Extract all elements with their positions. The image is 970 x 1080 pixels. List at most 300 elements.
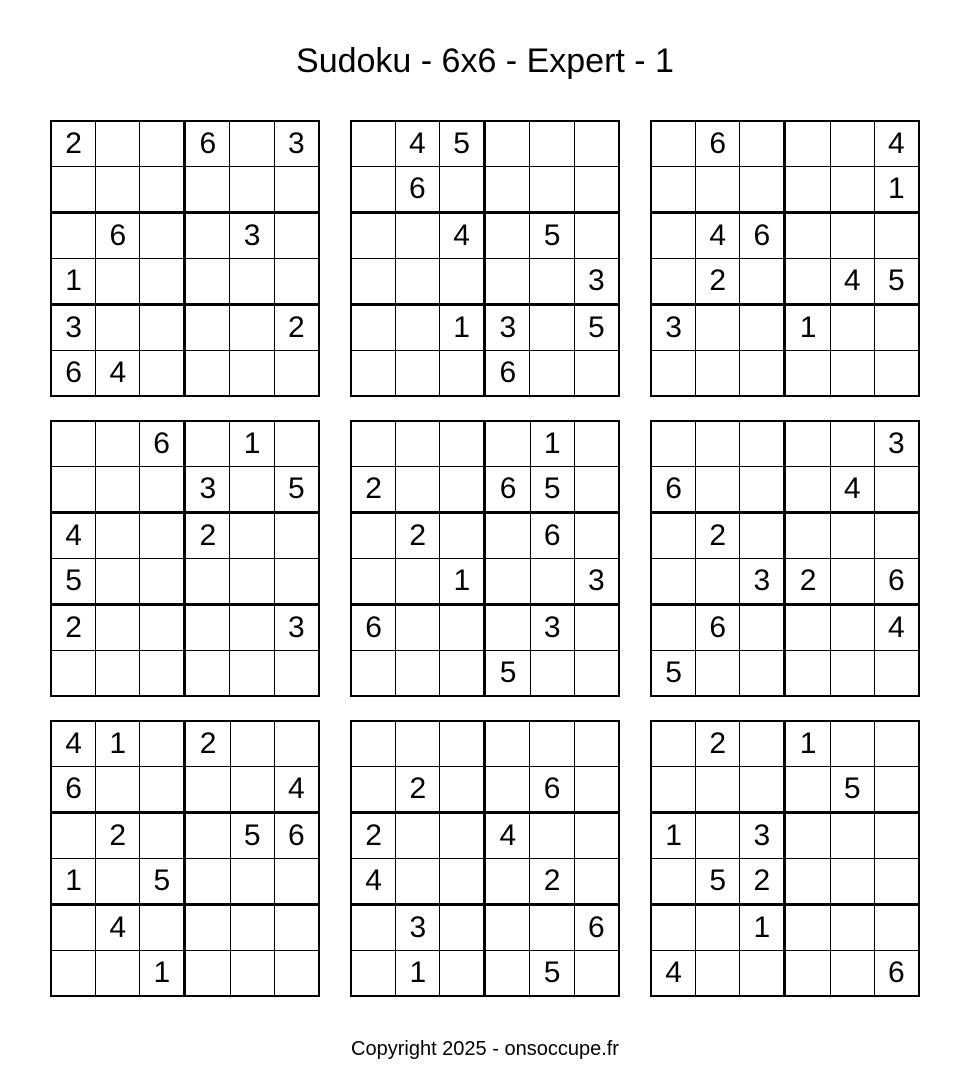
- sudoku-cell-empty: [185, 559, 230, 605]
- sudoku-row: [351, 421, 619, 467]
- sudoku-cell-empty: [574, 121, 619, 167]
- sudoku-cell-empty: [830, 121, 874, 167]
- sudoku-cell-empty: [874, 813, 919, 859]
- sudoku-cell-empty: [185, 167, 230, 213]
- sudoku-cell-empty: [274, 351, 319, 397]
- sudoku-cell-given: 6: [274, 813, 319, 859]
- sudoku-cell-empty: [140, 559, 185, 605]
- sudoku-cell-empty: [396, 605, 440, 651]
- sudoku-cell-empty: [274, 213, 319, 259]
- sudoku-cell-empty: [185, 305, 230, 351]
- sudoku-cell-empty: [51, 813, 96, 859]
- sudoku-cell-empty: [696, 905, 740, 951]
- sudoku-cell-empty: [51, 905, 96, 951]
- sudoku-row: [351, 213, 619, 259]
- sudoku-cell-empty: [440, 951, 485, 997]
- sudoku-cell-empty: [140, 121, 185, 167]
- sudoku-cell-empty: [274, 721, 319, 767]
- sudoku-cell-given: 6: [530, 767, 574, 813]
- sudoku-row: [351, 859, 619, 905]
- sudoku-cell-empty: [740, 767, 785, 813]
- puzzle-4-table: [50, 420, 320, 697]
- sudoku-cell-empty: [740, 467, 785, 513]
- sudoku-cell-given: 1: [785, 305, 830, 351]
- sudoku-cell-given: 3: [574, 259, 619, 305]
- sudoku-cell-empty: [830, 305, 874, 351]
- puzzle-3-table: [650, 120, 920, 397]
- sudoku-cell-empty: [185, 651, 230, 697]
- sudoku-cell-given: 2: [696, 721, 740, 767]
- sudoku-row: [651, 259, 919, 305]
- sudoku-cell-given: 6: [140, 421, 185, 467]
- sudoku-cell-given: 1: [874, 167, 919, 213]
- puzzle-8-table: [350, 720, 620, 997]
- sudoku-cell-empty: [274, 905, 319, 951]
- sudoku-cell-empty: [574, 767, 619, 813]
- puzzle-grid-1: [50, 120, 320, 390]
- sudoku-cell-given: 2: [696, 513, 740, 559]
- sudoku-cell-empty: [696, 167, 740, 213]
- sudoku-cell-empty: [440, 467, 485, 513]
- sudoku-cell-empty: [274, 651, 319, 697]
- sudoku-cell-empty: [351, 651, 396, 697]
- sudoku-row: [351, 167, 619, 213]
- sudoku-cell-given: 6: [874, 951, 919, 997]
- sudoku-cell-empty: [651, 259, 696, 305]
- sudoku-cell-empty: [185, 605, 230, 651]
- sudoku-cell-empty: [530, 651, 574, 697]
- sudoku-cell-empty: [96, 605, 140, 651]
- sudoku-cell-given: 5: [651, 651, 696, 697]
- page-title: Sudoku - 6x6 - Expert - 1: [296, 42, 674, 80]
- sudoku-cell-empty: [96, 421, 140, 467]
- sudoku-row: [51, 213, 319, 259]
- sudoku-cell-given: 2: [51, 121, 96, 167]
- sudoku-cell-empty: [351, 121, 395, 167]
- sudoku-cell-empty: [485, 951, 530, 997]
- sudoku-cell-given: 5: [230, 813, 274, 859]
- sudoku-cell-given: 2: [351, 813, 396, 859]
- sudoku-cell-empty: [485, 167, 530, 213]
- sudoku-cell-given: 4: [96, 905, 140, 951]
- sudoku-row: [651, 767, 919, 813]
- sudoku-row: [51, 421, 319, 467]
- puzzle-grid-3: [650, 120, 920, 390]
- sudoku-cell-empty: [485, 859, 530, 905]
- sudoku-cell-empty: [830, 951, 874, 997]
- sudoku-cell-given: 3: [274, 605, 319, 651]
- sudoku-cell-empty: [140, 305, 185, 351]
- sudoku-cell-empty: [185, 859, 230, 905]
- sudoku-cell-given: 1: [740, 905, 785, 951]
- sudoku-row: [651, 167, 919, 213]
- sudoku-cell-empty: [230, 121, 274, 167]
- sudoku-cell-empty: [696, 951, 740, 997]
- sudoku-cell-empty: [274, 559, 319, 605]
- sudoku-cell-empty: [830, 421, 874, 467]
- sudoku-cell-empty: [485, 559, 530, 605]
- sudoku-cell-empty: [274, 513, 319, 559]
- sudoku-cell-given: 5: [530, 467, 574, 513]
- sudoku-row: [51, 121, 319, 167]
- sudoku-cell-given: 6: [696, 605, 740, 651]
- sudoku-cell-empty: [830, 859, 874, 905]
- sudoku-cell-given: 2: [785, 559, 830, 605]
- sudoku-cell-empty: [395, 213, 439, 259]
- sudoku-cell-empty: [351, 559, 396, 605]
- sudoku-row: [51, 351, 319, 397]
- sudoku-cell-empty: [651, 859, 696, 905]
- sudoku-cell-empty: [696, 559, 740, 605]
- sudoku-cell-empty: [185, 213, 230, 259]
- sudoku-cell-given: 2: [740, 859, 785, 905]
- sudoku-cell-given: 1: [651, 813, 696, 859]
- sudoku-row: [651, 213, 919, 259]
- sudoku-cell-given: 1: [396, 951, 440, 997]
- sudoku-cell-empty: [395, 305, 439, 351]
- sudoku-cell-empty: [140, 213, 185, 259]
- sudoku-cell-empty: [395, 259, 439, 305]
- puzzle-grid-7: [50, 720, 320, 990]
- sudoku-cell-given: 5: [574, 305, 619, 351]
- sudoku-row: [51, 559, 319, 605]
- sudoku-row: [651, 859, 919, 905]
- sudoku-cell-empty: [230, 467, 274, 513]
- puzzle-grid-2: [350, 120, 620, 390]
- sudoku-cell-empty: [874, 467, 919, 513]
- sudoku-cell-empty: [874, 305, 919, 351]
- sudoku-cell-given: 1: [530, 421, 574, 467]
- sudoku-cell-empty: [96, 767, 140, 813]
- sudoku-cell-given: 6: [574, 905, 619, 951]
- sudoku-cell-empty: [651, 421, 696, 467]
- sudoku-cell-empty: [440, 859, 485, 905]
- sudoku-cell-given: 6: [696, 121, 740, 167]
- sudoku-cell-empty: [230, 259, 274, 305]
- sudoku-cell-given: 4: [696, 213, 740, 259]
- sudoku-cell-given: 6: [51, 351, 96, 397]
- sudoku-cell-given: 2: [396, 513, 440, 559]
- sudoku-row: [651, 421, 919, 467]
- sudoku-cell-empty: [785, 259, 830, 305]
- sudoku-cell-given: 6: [351, 605, 396, 651]
- sudoku-cell-empty: [96, 167, 140, 213]
- sudoku-cell-empty: [140, 351, 185, 397]
- sudoku-cell-empty: [96, 467, 140, 513]
- sudoku-cell-empty: [874, 905, 919, 951]
- sudoku-cell-empty: [574, 859, 619, 905]
- sudoku-cell-empty: [651, 559, 696, 605]
- sudoku-cell-empty: [230, 305, 274, 351]
- sudoku-cell-empty: [274, 421, 319, 467]
- puzzle-6-table: [650, 420, 920, 697]
- sudoku-cell-empty: [440, 905, 485, 951]
- sudoku-cell-given: 1: [140, 951, 185, 997]
- sudoku-cell-given: 2: [185, 721, 230, 767]
- sudoku-cell-empty: [485, 513, 530, 559]
- sudoku-cell-given: 5: [530, 213, 574, 259]
- sudoku-row: [651, 951, 919, 997]
- sudoku-cell-empty: [140, 767, 185, 813]
- sudoku-cell-given: 4: [51, 721, 96, 767]
- sudoku-cell-given: 2: [696, 259, 740, 305]
- sudoku-cell-empty: [740, 121, 785, 167]
- sudoku-cell-given: 1: [230, 421, 274, 467]
- sudoku-cell-empty: [140, 905, 185, 951]
- sudoku-cell-given: 4: [96, 351, 140, 397]
- sudoku-row: [351, 559, 619, 605]
- sudoku-cell-empty: [185, 259, 230, 305]
- sudoku-cell-empty: [96, 121, 140, 167]
- sudoku-cell-empty: [830, 651, 874, 697]
- sudoku-cell-given: 5: [485, 651, 530, 697]
- sudoku-cell-empty: [96, 559, 140, 605]
- sudoku-cell-empty: [351, 421, 396, 467]
- sudoku-cell-empty: [396, 559, 440, 605]
- sudoku-cell-given: 5: [440, 121, 485, 167]
- sudoku-cell-empty: [51, 167, 96, 213]
- sudoku-cell-given: 2: [396, 767, 440, 813]
- sudoku-cell-empty: [785, 167, 830, 213]
- sudoku-cell-given: 6: [96, 213, 140, 259]
- sudoku-cell-empty: [440, 651, 485, 697]
- sudoku-cell-empty: [485, 213, 530, 259]
- sudoku-cell-empty: [230, 351, 274, 397]
- sudoku-cell-given: 4: [274, 767, 319, 813]
- sudoku-cell-empty: [51, 951, 96, 997]
- sudoku-cell-empty: [785, 859, 830, 905]
- sudoku-cell-empty: [440, 767, 485, 813]
- sudoku-cell-empty: [785, 951, 830, 997]
- sudoku-cell-given: 3: [51, 305, 96, 351]
- sudoku-cell-given: 4: [351, 859, 396, 905]
- sudoku-cell-empty: [651, 905, 696, 951]
- sudoku-cell-given: 3: [574, 559, 619, 605]
- sudoku-cell-empty: [740, 651, 785, 697]
- sudoku-cell-given: 1: [440, 559, 485, 605]
- sudoku-cell-empty: [830, 351, 874, 397]
- sudoku-cell-empty: [740, 351, 785, 397]
- sudoku-cell-given: 6: [874, 559, 919, 605]
- sudoku-cell-empty: [785, 767, 830, 813]
- sudoku-row: [351, 351, 619, 397]
- sudoku-cell-given: 6: [530, 513, 574, 559]
- sudoku-cell-given: 6: [740, 213, 785, 259]
- sudoku-cell-given: 3: [740, 559, 785, 605]
- sudoku-cell-empty: [785, 813, 830, 859]
- sudoku-cell-empty: [874, 351, 919, 397]
- sudoku-cell-empty: [785, 351, 830, 397]
- sudoku-cell-empty: [351, 513, 396, 559]
- sudoku-cell-given: 2: [530, 859, 574, 905]
- sudoku-cell-given: 4: [830, 467, 874, 513]
- sudoku-row: [651, 651, 919, 697]
- sudoku-cell-empty: [651, 721, 696, 767]
- sudoku-cell-given: 3: [230, 213, 274, 259]
- sudoku-cell-given: 3: [396, 905, 440, 951]
- sudoku-cell-empty: [230, 651, 274, 697]
- puzzle-9-table: [650, 720, 920, 997]
- sudoku-row: [51, 651, 319, 697]
- sudoku-cell-empty: [96, 305, 140, 351]
- sudoku-cell-empty: [785, 467, 830, 513]
- sudoku-cell-empty: [230, 859, 274, 905]
- sudoku-cell-empty: [830, 605, 874, 651]
- sudoku-cell-empty: [651, 351, 696, 397]
- sudoku-cell-empty: [785, 651, 830, 697]
- sudoku-cell-empty: [230, 513, 274, 559]
- sudoku-cell-given: 5: [51, 559, 96, 605]
- sudoku-cell-empty: [274, 259, 319, 305]
- sudoku-cell-empty: [440, 813, 485, 859]
- sudoku-cell-empty: [874, 767, 919, 813]
- sudoku-cell-empty: [485, 721, 530, 767]
- sudoku-row: [51, 859, 319, 905]
- sudoku-cell-empty: [396, 721, 440, 767]
- sudoku-cell-empty: [230, 905, 274, 951]
- sudoku-cell-empty: [530, 905, 574, 951]
- sudoku-cell-empty: [351, 351, 395, 397]
- sudoku-cell-empty: [440, 167, 485, 213]
- sudoku-cell-empty: [185, 351, 230, 397]
- sudoku-cell-empty: [740, 259, 785, 305]
- sudoku-cell-empty: [574, 951, 619, 997]
- sudoku-cell-empty: [485, 121, 530, 167]
- sudoku-row: [351, 951, 619, 997]
- sudoku-cell-given: 4: [874, 605, 919, 651]
- sudoku-cell-given: 1: [440, 305, 485, 351]
- sudoku-cell-given: 2: [96, 813, 140, 859]
- sudoku-cell-empty: [351, 213, 395, 259]
- sudoku-cell-given: 4: [51, 513, 96, 559]
- sudoku-cell-empty: [396, 467, 440, 513]
- sudoku-cell-empty: [485, 259, 530, 305]
- sudoku-cell-empty: [830, 213, 874, 259]
- sudoku-row: [351, 513, 619, 559]
- puzzle-5-table: [350, 420, 620, 697]
- puzzle-grid-8: [350, 720, 620, 990]
- sudoku-cell-empty: [140, 813, 185, 859]
- sudoku-cell-given: 3: [651, 305, 696, 351]
- puzzle-grid-6: [650, 420, 920, 690]
- sudoku-cell-empty: [140, 167, 185, 213]
- sudoku-cell-given: 5: [274, 467, 319, 513]
- puzzle-grid-9: [650, 720, 920, 990]
- sudoku-row: [51, 167, 319, 213]
- sudoku-cell-empty: [96, 513, 140, 559]
- puzzle-2-table: [350, 120, 620, 397]
- sudoku-cell-empty: [785, 513, 830, 559]
- sudoku-cell-given: 3: [874, 421, 919, 467]
- sudoku-cell-given: 1: [785, 721, 830, 767]
- sudoku-cell-given: 1: [51, 859, 96, 905]
- sudoku-cell-empty: [230, 767, 274, 813]
- sudoku-cell-empty: [140, 651, 185, 697]
- sudoku-cell-given: 4: [651, 951, 696, 997]
- sudoku-cell-empty: [874, 213, 919, 259]
- sudoku-cell-given: 3: [530, 605, 574, 651]
- sudoku-cell-empty: [51, 213, 96, 259]
- sudoku-cell-empty: [874, 651, 919, 697]
- sudoku-cell-empty: [530, 813, 574, 859]
- sudoku-cell-given: 4: [440, 213, 485, 259]
- sudoku-row: [51, 305, 319, 351]
- sudoku-cell-empty: [574, 421, 619, 467]
- sudoku-cell-empty: [51, 467, 96, 513]
- sudoku-cell-empty: [574, 351, 619, 397]
- sudoku-row: [651, 121, 919, 167]
- sudoku-cell-empty: [785, 421, 830, 467]
- sudoku-cell-given: 5: [874, 259, 919, 305]
- sudoku-row: [51, 259, 319, 305]
- sudoku-cell-given: 6: [485, 351, 530, 397]
- sudoku-cell-empty: [185, 813, 230, 859]
- sudoku-cell-empty: [96, 951, 140, 997]
- sudoku-cell-empty: [440, 421, 485, 467]
- sudoku-cell-empty: [785, 605, 830, 651]
- sudoku-cell-given: 1: [51, 259, 96, 305]
- sudoku-cell-empty: [140, 467, 185, 513]
- sudoku-cell-empty: [696, 467, 740, 513]
- sudoku-row: [351, 905, 619, 951]
- sudoku-cell-given: 4: [395, 121, 439, 167]
- sudoku-cell-given: 3: [485, 305, 530, 351]
- sudoku-cell-empty: [351, 951, 396, 997]
- sudoku-cell-empty: [696, 813, 740, 859]
- sudoku-row: [51, 813, 319, 859]
- sudoku-cell-given: 2: [274, 305, 319, 351]
- sudoku-cell-empty: [651, 513, 696, 559]
- puzzle-grid-5: [350, 420, 620, 690]
- sudoku-cell-empty: [830, 513, 874, 559]
- sudoku-cell-empty: [140, 259, 185, 305]
- sudoku-cell-empty: [574, 721, 619, 767]
- sudoku-cell-empty: [185, 421, 230, 467]
- sudoku-cell-given: 5: [696, 859, 740, 905]
- sudoku-cell-empty: [351, 167, 395, 213]
- sudoku-row: [651, 721, 919, 767]
- sudoku-cell-empty: [96, 259, 140, 305]
- sudoku-cell-empty: [740, 513, 785, 559]
- sudoku-cell-given: 6: [51, 767, 96, 813]
- sudoku-row: [351, 305, 619, 351]
- sudoku-cell-given: 6: [395, 167, 439, 213]
- sudoku-cell-given: 3: [274, 121, 319, 167]
- sudoku-cell-empty: [396, 813, 440, 859]
- sudoku-cell-empty: [485, 605, 530, 651]
- sudoku-cell-empty: [740, 951, 785, 997]
- sudoku-cell-empty: [440, 259, 485, 305]
- sudoku-cell-empty: [696, 651, 740, 697]
- sudoku-cell-empty: [230, 951, 274, 997]
- sudoku-cell-empty: [696, 351, 740, 397]
- sudoku-cell-empty: [230, 167, 274, 213]
- sudoku-cell-empty: [530, 167, 574, 213]
- sudoku-cell-empty: [395, 351, 439, 397]
- copyright-text: Copyright 2025 - onsoccupe.fr: [351, 1038, 619, 1060]
- sudoku-cell-empty: [651, 213, 696, 259]
- sudoku-row: [51, 951, 319, 997]
- sudoku-cell-empty: [651, 605, 696, 651]
- sudoku-cell-empty: [530, 259, 574, 305]
- sudoku-cell-given: 6: [185, 121, 230, 167]
- sudoku-cell-given: 5: [140, 859, 185, 905]
- sudoku-cell-empty: [485, 905, 530, 951]
- sudoku-row: [351, 767, 619, 813]
- sudoku-cell-empty: [830, 905, 874, 951]
- sudoku-cell-empty: [485, 767, 530, 813]
- sudoku-row: [651, 305, 919, 351]
